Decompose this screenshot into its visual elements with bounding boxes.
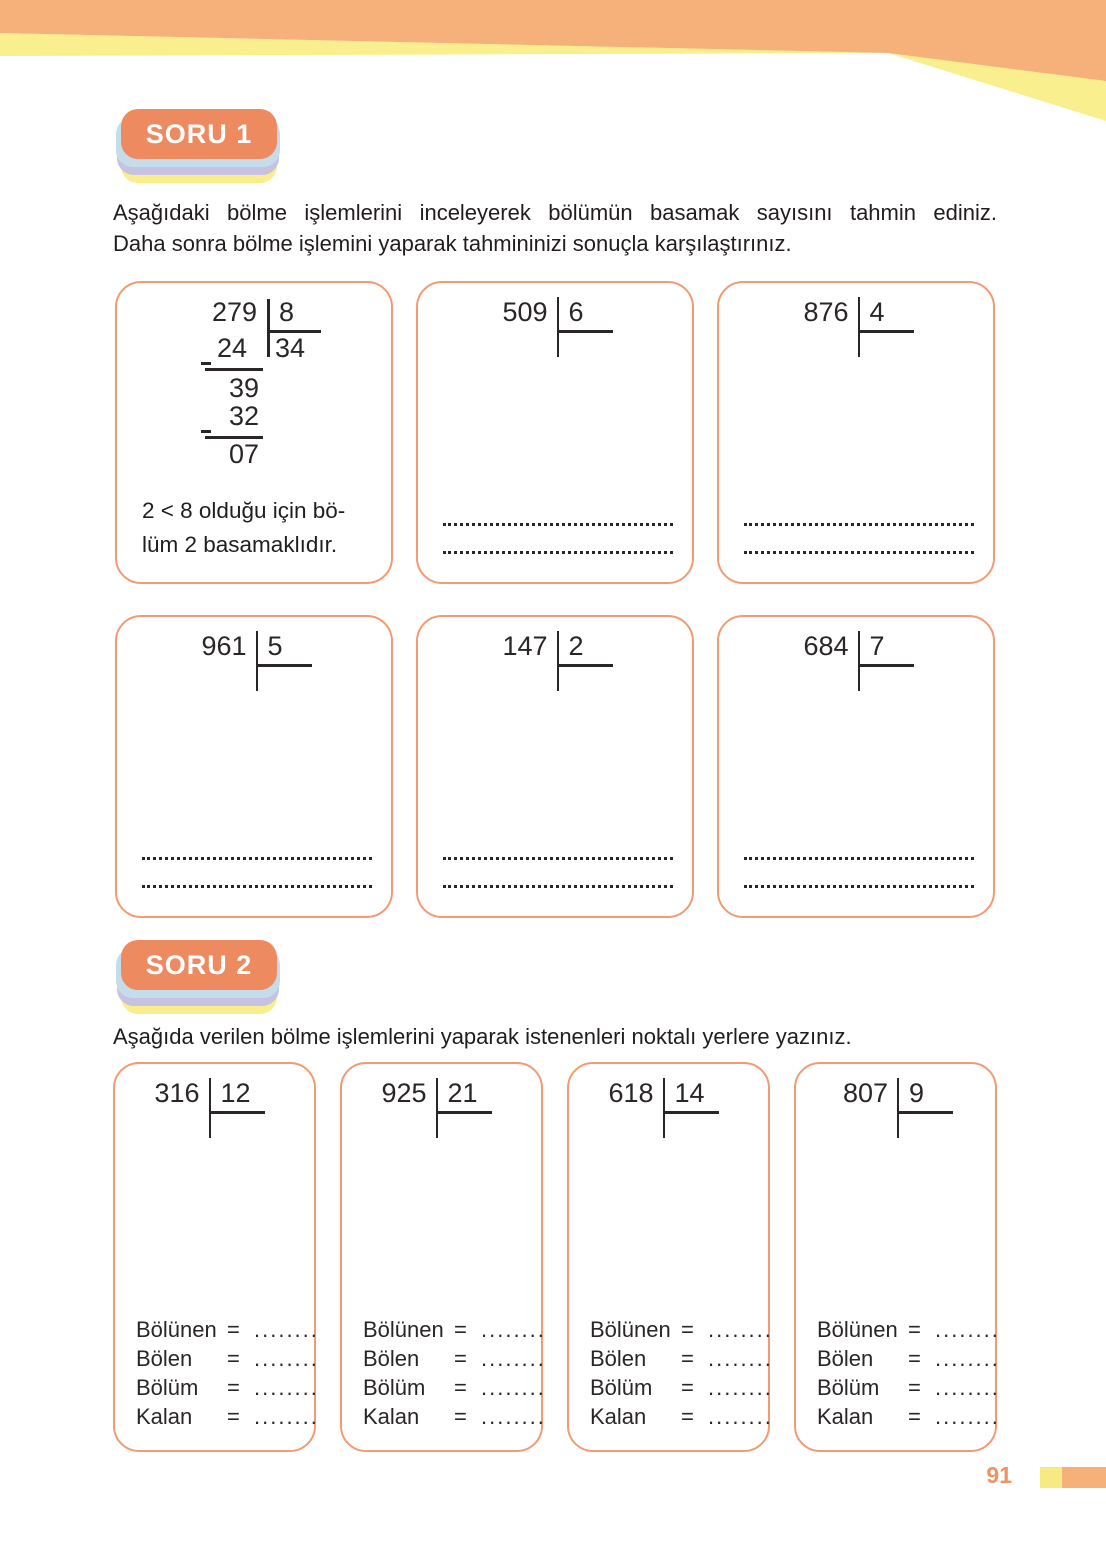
- soru1-badge: [121, 109, 291, 187]
- long-division: [105, 617, 379, 691]
- quotient-line: [211, 1111, 265, 1114]
- divisor: 6: [568, 297, 584, 327]
- answer-fields: [817, 1317, 1000, 1433]
- divisor: 4: [869, 297, 885, 327]
- field-row: [590, 1317, 773, 1346]
- field-dots: ........: [708, 1317, 773, 1342]
- field-label: Kalan: [363, 1404, 420, 1429]
- field-dots: ........: [708, 1346, 773, 1371]
- divisor: 7: [869, 631, 885, 661]
- field-label: Kalan: [590, 1404, 647, 1429]
- example-step1-remainder: 39: [229, 373, 260, 403]
- field-dots: ........: [935, 1317, 1000, 1342]
- division-bracket: [858, 631, 885, 691]
- soru2-instruction: [113, 1021, 997, 1052]
- field-row: [817, 1375, 1000, 1404]
- division-box: [416, 281, 694, 584]
- field-label: Bölünen: [363, 1317, 444, 1342]
- field-dots: ........: [708, 1375, 773, 1400]
- soru1-instruction: [113, 197, 997, 259]
- field-equals: =: [908, 1317, 921, 1342]
- field-label: Bölünen: [136, 1317, 217, 1342]
- dividend: 807: [842, 1078, 889, 1108]
- example-note-line2: lüm 2 basamaklıdır.: [142, 531, 338, 557]
- quotient-line: [438, 1111, 492, 1114]
- divisor: 2: [568, 631, 584, 661]
- field-equals: =: [454, 1346, 467, 1371]
- division-box: [567, 1062, 773, 1452]
- field-equals: =: [227, 1346, 240, 1371]
- field-label: Bölen: [590, 1346, 647, 1371]
- long-division: [330, 1064, 529, 1138]
- answer-dotted-line: [142, 857, 372, 860]
- field-equals: =: [454, 1404, 467, 1429]
- soru2-instruction-line: Aşağıda verilen bölme işlemlerini yaparak istenenleri noktalı yerlere yazınız.: [113, 1024, 852, 1049]
- field-label: Kalan: [817, 1404, 874, 1429]
- dividend: 925: [381, 1078, 427, 1108]
- soru1-row2: [115, 615, 995, 918]
- division-box: [717, 281, 995, 584]
- field-dots: ........: [254, 1346, 319, 1371]
- long-division: [406, 617, 680, 691]
- division-bracket: [436, 1078, 478, 1138]
- division-bracket: [897, 1078, 924, 1138]
- field-label: Kalan: [136, 1404, 193, 1429]
- field-label: Bölünen: [817, 1317, 898, 1342]
- field-equals: =: [681, 1375, 694, 1400]
- field-equals: =: [454, 1375, 467, 1400]
- dividend: 316: [154, 1078, 200, 1108]
- field-row: [363, 1375, 546, 1404]
- minus-sign: [201, 362, 211, 365]
- division-bracket: [557, 631, 584, 691]
- division-box: [115, 615, 393, 918]
- long-division: [707, 283, 981, 357]
- field-equals: =: [454, 1317, 467, 1342]
- quotient-line: [559, 664, 613, 667]
- divisor: 9: [909, 1078, 925, 1108]
- division-box: [340, 1062, 546, 1452]
- long-division: [103, 1064, 302, 1138]
- field-equals: =: [908, 1404, 921, 1429]
- answer-dotted-line: [744, 885, 974, 888]
- answer-fields: [136, 1317, 319, 1433]
- field-label: Bölen: [817, 1346, 874, 1371]
- soru1-row1: [115, 281, 995, 584]
- divisor: 5: [267, 631, 283, 661]
- soru2-badge-label: SORU 2: [145, 949, 253, 980]
- division-bracket: [663, 1078, 705, 1138]
- long-division: [557, 1064, 756, 1138]
- field-equals: =: [681, 1346, 694, 1371]
- field-dots: ........: [708, 1404, 773, 1429]
- field-equals: =: [681, 1317, 694, 1342]
- example-divisor: 8: [279, 297, 295, 327]
- division-bracket: [256, 631, 283, 691]
- field-row: [363, 1317, 546, 1346]
- answer-dotted-line: [744, 551, 974, 554]
- answer-dotted-line: [443, 523, 673, 526]
- field-equals: =: [227, 1375, 240, 1400]
- division-box: [113, 1062, 319, 1452]
- dividend: 684: [803, 631, 849, 661]
- field-row: [817, 1346, 1000, 1375]
- field-equals: =: [908, 1375, 921, 1400]
- field-dots: ........: [254, 1404, 319, 1429]
- field-label: Bölüm: [590, 1375, 653, 1400]
- footer-yellow-bar: [1040, 1467, 1062, 1488]
- field-dots: ........: [481, 1346, 546, 1371]
- divisor: 21: [447, 1078, 478, 1108]
- answer-dotted-line: [142, 885, 372, 888]
- field-equals: =: [227, 1317, 240, 1342]
- field-dots: ........: [935, 1404, 1000, 1429]
- field-row: [136, 1404, 319, 1433]
- answer-dotted-line: [443, 857, 673, 860]
- divisor: 14: [674, 1078, 705, 1108]
- quotient-line: [860, 330, 914, 333]
- dividend: 961: [201, 631, 247, 661]
- answer-dotted-line: [443, 551, 673, 554]
- field-equals: =: [681, 1404, 694, 1429]
- division-box-example: [115, 281, 393, 584]
- field-label: Bölen: [363, 1346, 420, 1371]
- field-dots: ........: [481, 1317, 546, 1342]
- field-row: [363, 1404, 546, 1433]
- field-dots: ........: [935, 1346, 1000, 1371]
- field-label: Bölünen: [590, 1317, 671, 1342]
- division-bracket: [858, 297, 885, 357]
- field-label: Bölüm: [363, 1375, 426, 1400]
- soru1-instruction-line2: Daha sonra bölme işlemini yaparak tahmininizi sonuçla karşılaştırınız.: [113, 231, 792, 256]
- field-equals: =: [227, 1404, 240, 1429]
- field-label: Bölüm: [817, 1375, 880, 1400]
- division-box: [717, 615, 995, 918]
- quotient-line: [665, 1111, 719, 1114]
- answer-fields: [590, 1317, 773, 1433]
- soru2-row: [113, 1062, 1000, 1452]
- field-label: Bölüm: [136, 1375, 199, 1400]
- division-bracket: [209, 1078, 251, 1138]
- subtraction-line: [205, 368, 263, 371]
- field-dots: ........: [254, 1317, 319, 1342]
- field-row: [817, 1404, 1000, 1433]
- dividend: 618: [608, 1078, 654, 1108]
- divisor: 12: [220, 1078, 251, 1108]
- field-row: [817, 1317, 1000, 1346]
- division-vertical-line: [267, 299, 270, 357]
- answer-fields: [363, 1317, 546, 1433]
- long-division: [784, 1064, 983, 1138]
- quotient-line: [258, 664, 312, 667]
- footer-orange-bar: [1062, 1467, 1106, 1488]
- page-number: 91: [986, 1462, 1012, 1488]
- soru2-badge: [121, 940, 291, 1018]
- division-bracket: [557, 297, 584, 357]
- field-row: [590, 1404, 773, 1433]
- field-row: [136, 1375, 319, 1404]
- example-dividend: 279: [211, 297, 257, 327]
- answer-dotted-line: [744, 523, 974, 526]
- example-note: [142, 494, 380, 561]
- field-equals: =: [908, 1346, 921, 1371]
- field-label: Bölen: [136, 1346, 193, 1371]
- quotient-line: [899, 1111, 953, 1114]
- long-division: [406, 283, 680, 357]
- division-box: [416, 615, 694, 918]
- field-dots: ........: [935, 1375, 1000, 1400]
- quotient-line: [860, 664, 914, 667]
- field-row: [590, 1375, 773, 1404]
- soru1-badge-label: SORU 1: [145, 118, 253, 149]
- example-step2-product: 32: [229, 401, 260, 431]
- minus-sign: [201, 430, 211, 433]
- dividend: 509: [502, 297, 548, 327]
- dividend: 876: [803, 297, 849, 327]
- field-row: [136, 1317, 319, 1346]
- long-division: [707, 617, 981, 691]
- example-step1-product: 24: [217, 333, 248, 363]
- field-dots: ........: [481, 1375, 546, 1400]
- example-note-line1: 2 < 8 olduğu için bö-: [142, 498, 346, 523]
- field-row: [136, 1346, 319, 1375]
- field-row: [363, 1346, 546, 1375]
- badge-face: [121, 940, 277, 990]
- soru1-instruction-line1: Aşağıdaki bölme işlemlerini inceleyerek bölümün basamak sayısını tahmin ediniz.: [113, 200, 997, 225]
- example-quotient: 34: [275, 333, 306, 363]
- field-dots: ........: [254, 1375, 319, 1400]
- example-step2-remainder: 07: [229, 439, 260, 469]
- dividend: 147: [502, 631, 548, 661]
- answer-dotted-line: [744, 857, 974, 860]
- field-dots: ........: [481, 1404, 546, 1429]
- answer-dotted-line: [443, 885, 673, 888]
- quotient-line: [559, 330, 613, 333]
- division-box: [794, 1062, 1000, 1452]
- field-row: [590, 1346, 773, 1375]
- badge-face: [121, 109, 277, 159]
